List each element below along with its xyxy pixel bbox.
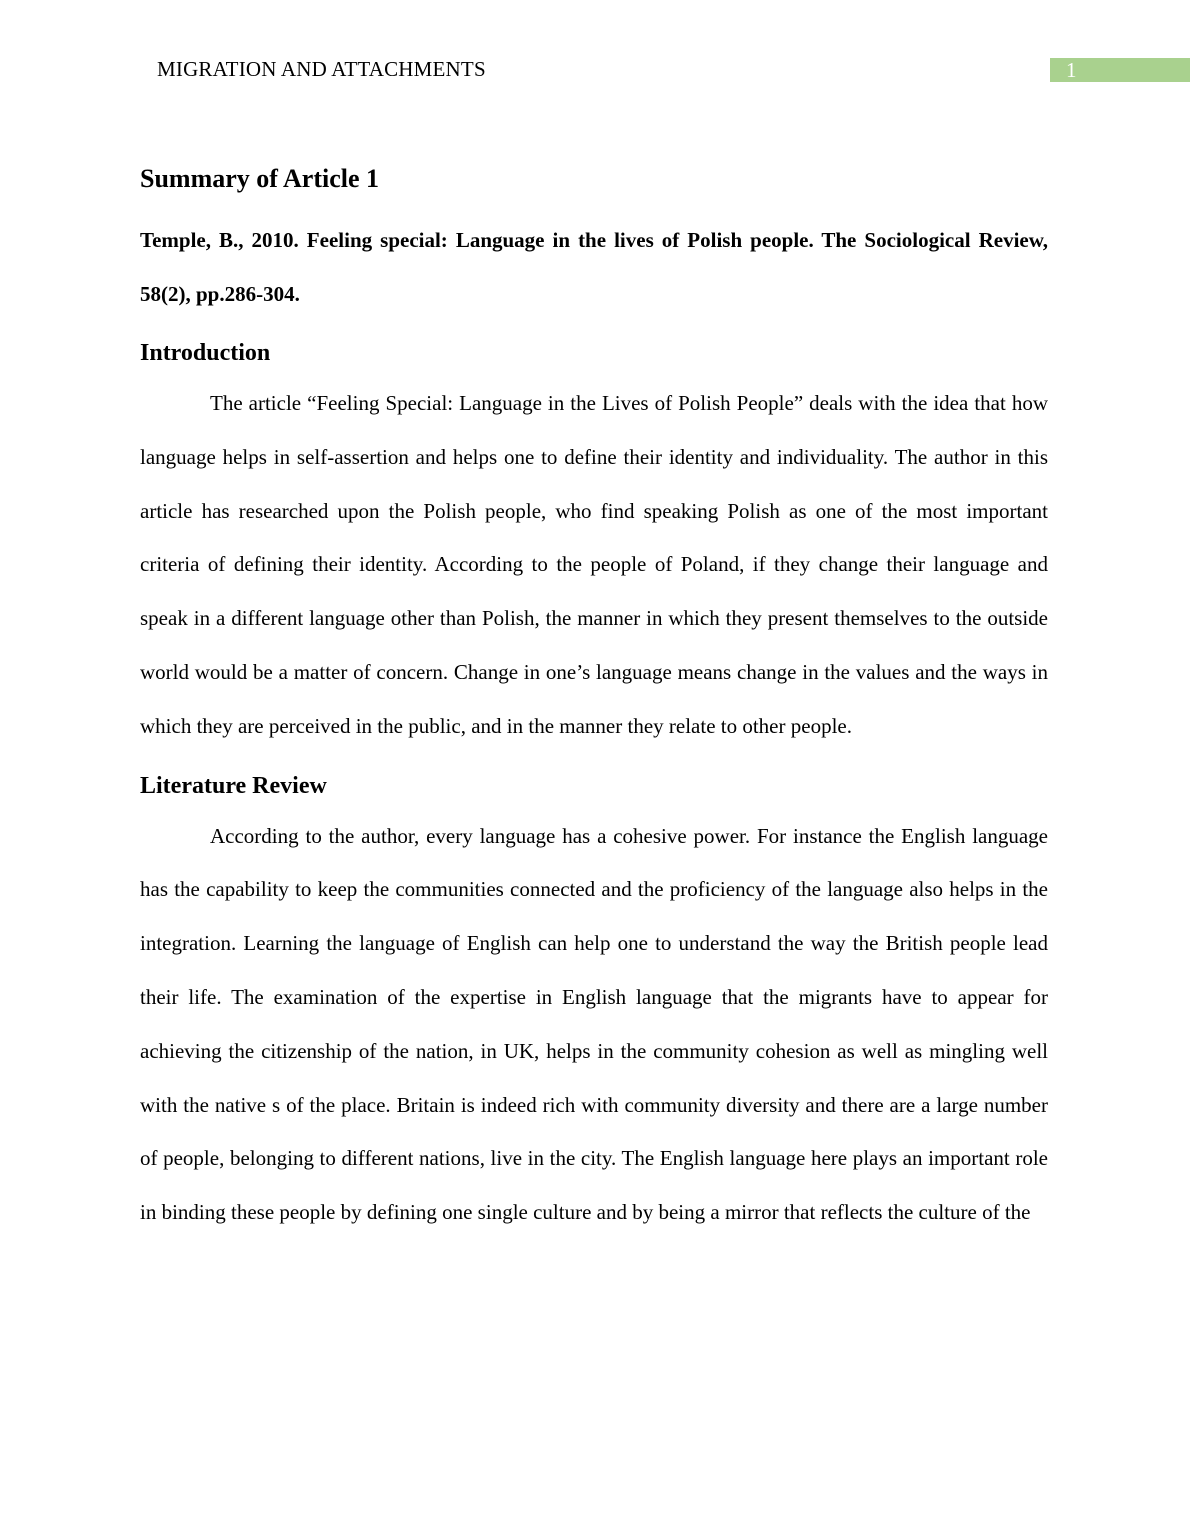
literature-review-paragraph: According to the author, every language has a cohesive power. For instance the English language has the capability to keep the communities connected and the proficiency of the language also helps in the integration. Learning the language of English can help one to understand the way the British people lead their life. The examination of the expertise in English language that the migrants have to appear for achieving the citizenship of the nation, in UK, helps in the community cohesion as well as mingling well with the native s of the place. Britain is indeed rich with community diversity and there are a large number of people, belonging to different nations, live in the city. The English language here plays an important role in binding these people by defining one single culture and by being a mirror that reflects the culture of the — [140, 823, 1048, 1225]
document-body — [140, 160, 1048, 1240]
running-head: MIGRATION AND ATTACHMENTS — [157, 57, 486, 81]
introduction-paragraph: The article “Feeling Special: Language in the Lives of Polish People” deals with the idea that how language helps in self-assertion and helps one to define their identity and individuality. The author in this article has researched upon the Polish people, who find speaking Polish as one of the most important criteria of defining their identity. According to the people of Poland, if they change their language and speak in a different language other than Polish, the manner in which they present themselves to the outside world would be a matter of concern. Change in one’s language means change in the values and the ways in which they are perceived in the public, and in the manner they relate to other people. — [140, 391, 1048, 738]
page-number-badge — [1050, 58, 1190, 82]
section-heading-introduction: Introduction — [140, 340, 271, 366]
page-number: 1 — [1066, 58, 1077, 82]
article-citation: Temple, B., 2010. Feeling special: Language in the lives of Polish people. The Sociological Review, 58(2), pp.286-304. — [140, 228, 1048, 306]
document-title: Summary of Article 1 — [140, 164, 380, 193]
section-heading-literature-review: Literature Review — [140, 772, 327, 799]
